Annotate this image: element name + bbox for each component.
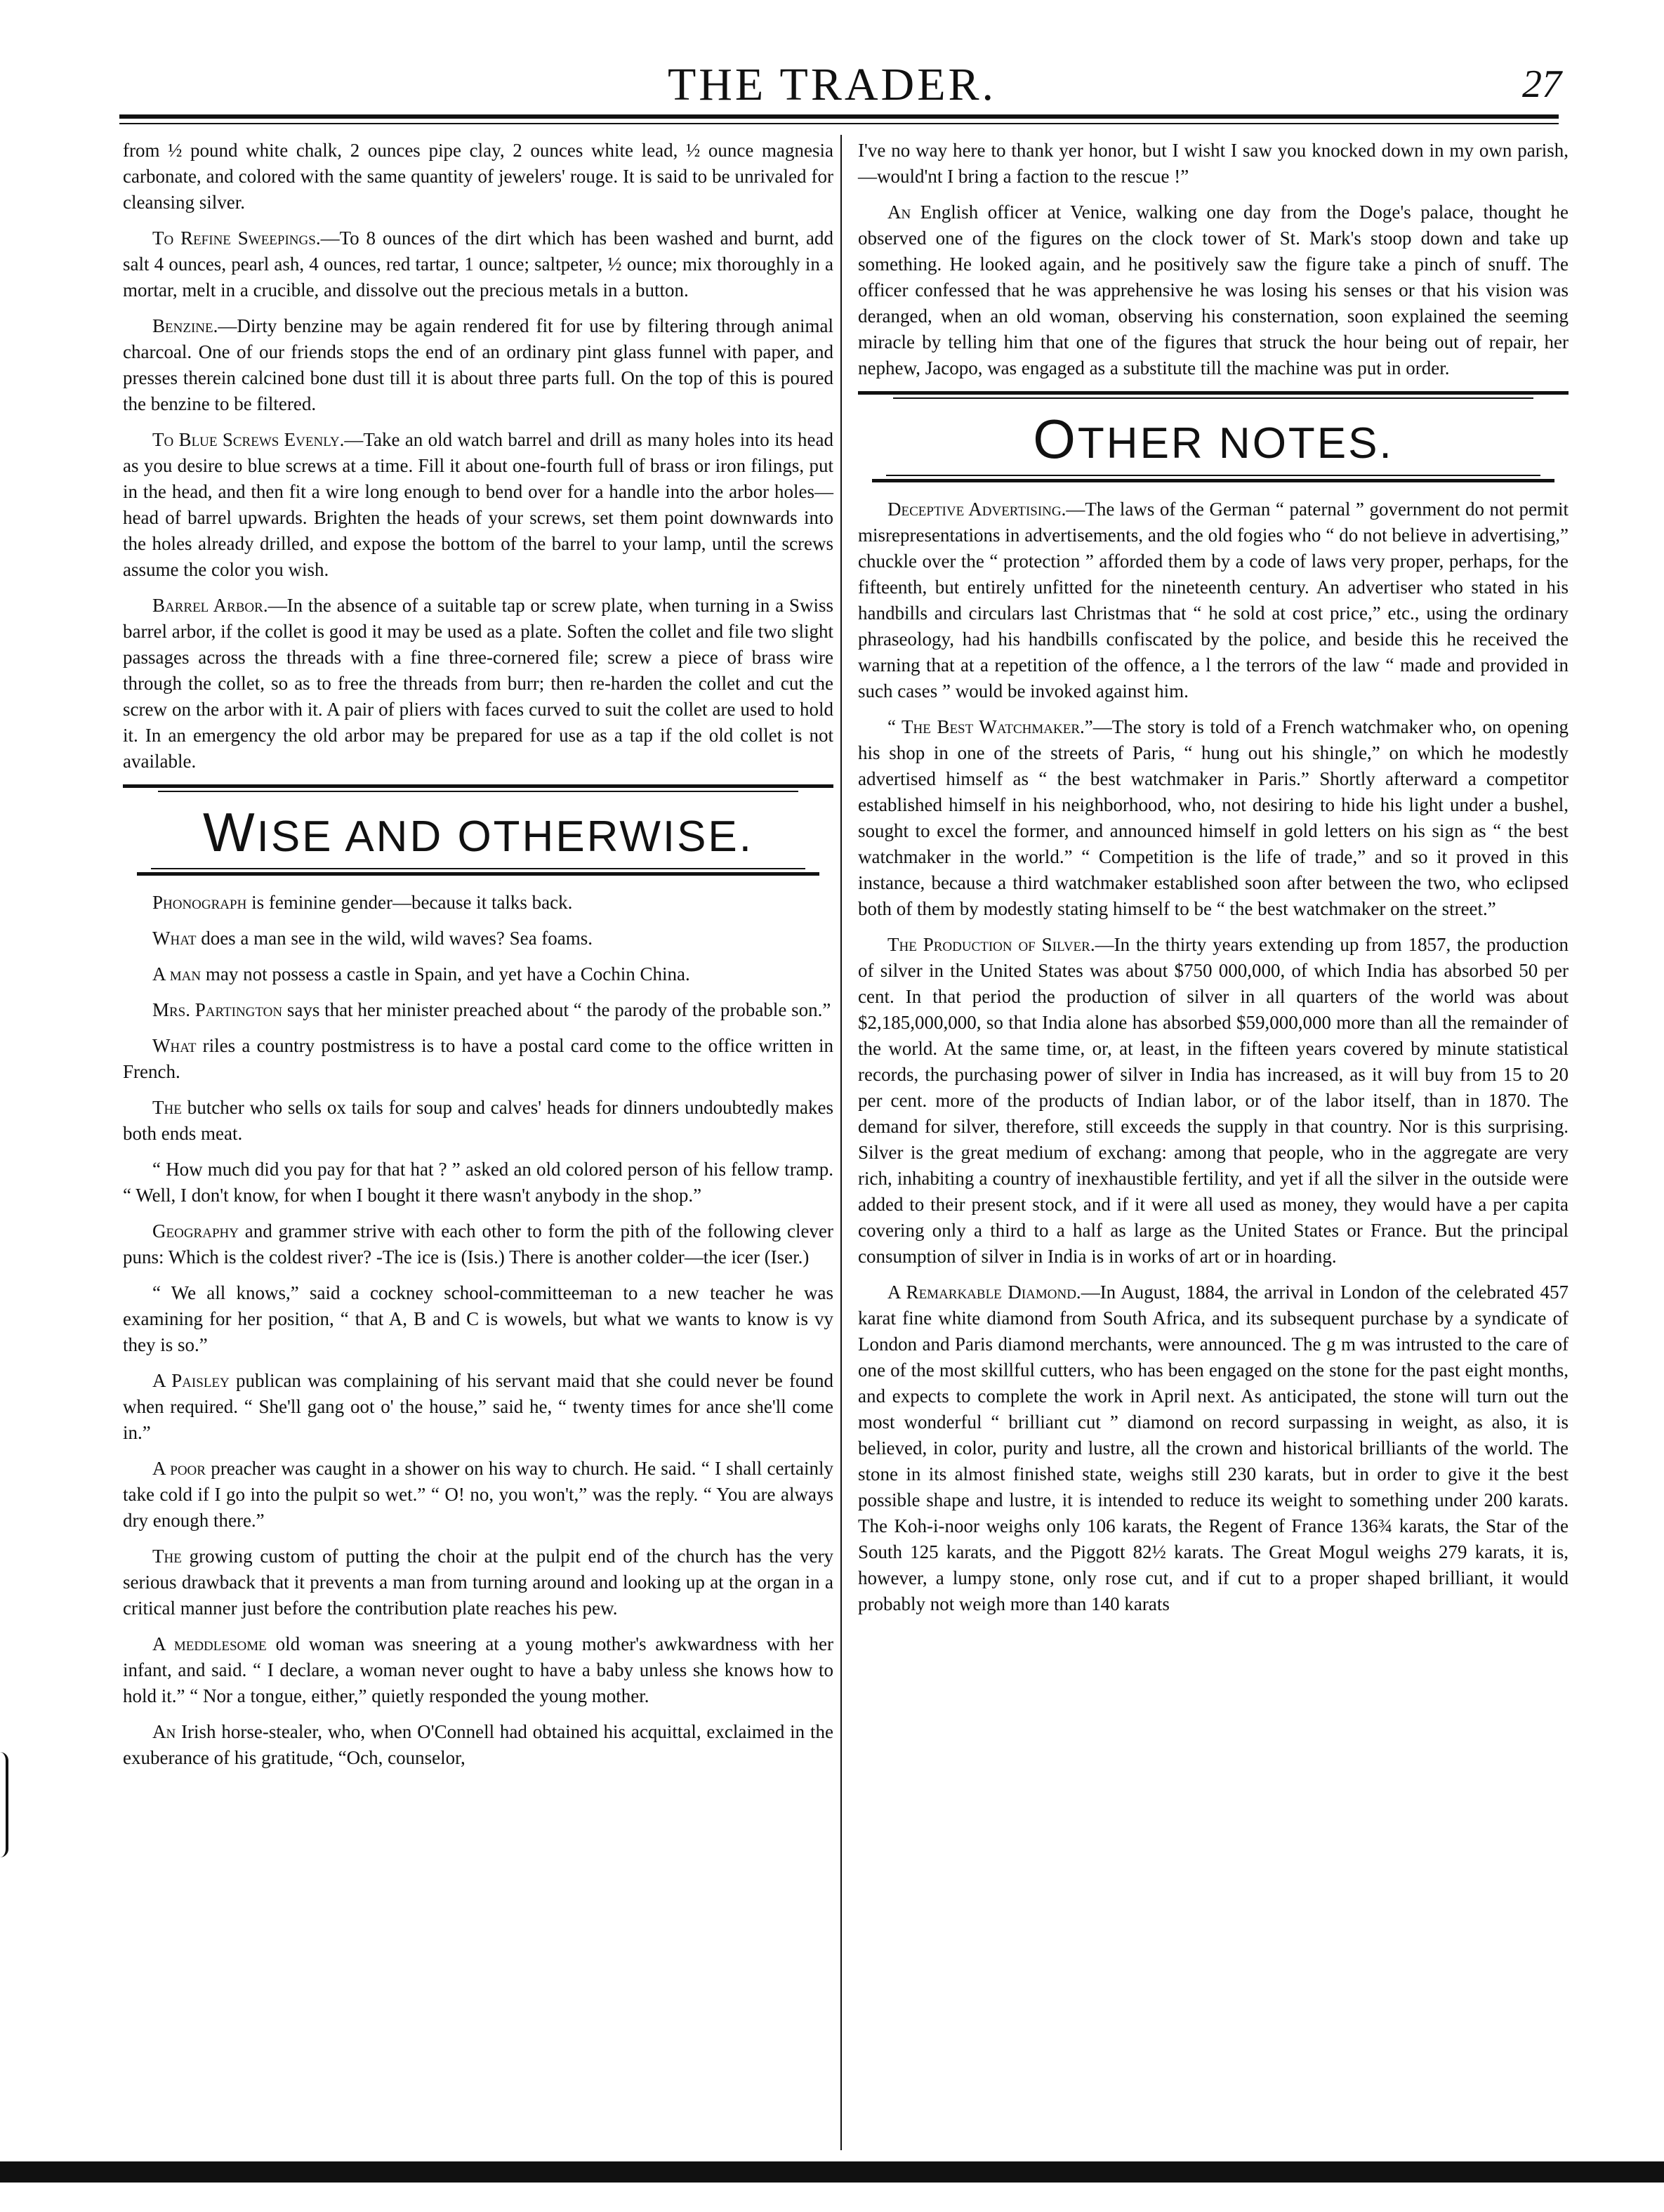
- paragraph-lead: A poor: [152, 1458, 206, 1479]
- paragraph-text: and grammer strive with each other to form the pith of the following clever puns: Which is the coldest river? -The ice is (Isis.) There is another colder—the icer (Iser.): [123, 1220, 833, 1268]
- article-paragraph: [123, 961, 833, 987]
- paragraph-lead: “ The Best Watchmaker.”: [887, 716, 1093, 737]
- paragraph-lead: To Refine Sweepings.: [152, 228, 321, 249]
- paragraph-text: “ How much did you pay for that hat ? ” asked an old colored person of his fellow tramp. “ Well, I don't know, for when I bought it there wasn't anybody in the shop.”: [123, 1159, 833, 1206]
- right-column: [858, 138, 1569, 1627]
- left-column: [123, 138, 833, 1781]
- paragraph-lead: A meddlesome: [152, 1633, 267, 1654]
- article-paragraph: [123, 1280, 833, 1358]
- page-header: [0, 0, 1664, 126]
- paragraph-text: —The laws of the German “ paternal ” government do not permit misrepresentations in advertisements, and the old fogies who “ do not believe in advertising,” chuckle over the “ protection ” afforded them by a code of laws very proper, perhaps, for the fifteenth, but entirely unfitted for the nineteenth century. An advertiser who stated in his handbills and circulars last Christmas that “ he sold at cost price,” etc., using the ordinary phraseology, had his handbills confiscated by the police, and beside this he received the warning that at a repetition of the offence, a l the terrors of the law “ made and provided in such cases ” would be invoked against him.: [858, 499, 1569, 702]
- article-paragraph: [123, 1543, 833, 1621]
- paragraph-text: —Dirty benzine may be again rendered fit for use by filtering through animal charcoal. One of our friends stops the end of an ordinary pint glass funnel with paper, and presses therein calcined bone dust till it is about three parts full. On the top of this is poured the benzine to be filtered.: [123, 315, 833, 414]
- paragraph-text: —Take an old watch barrel and drill as many holes into its head as you desire to blue screws at a time. Fill it about one-fourth full of brass or iron filings, put in the head, and then fit a wire long enough to bend over for a handle into the arbor holes—head of barrel upwards. Brighten the heads of your screws, set them point downwards into the holes already drilled, and expose the bottom of the barrel to your lamp, until the screws assume the color you wish.: [123, 429, 833, 580]
- section-header-wise-and-otherwise: [123, 784, 833, 876]
- left-bottom-articles: [123, 890, 833, 1771]
- article-paragraph: [123, 138, 833, 216]
- paragraph-text: riles a country postmistress is to have a postal card come to the office written in French.: [123, 1035, 833, 1082]
- header-rule-thin: [119, 123, 1559, 124]
- section-title: OTHER NOTES.: [1033, 408, 1394, 470]
- article-paragraph: [858, 138, 1569, 190]
- article-paragraph: [123, 313, 833, 417]
- paragraph-lead: The: [152, 1546, 182, 1567]
- article-paragraph: [858, 714, 1569, 922]
- section-title: WISE AND OTHERWISE.: [202, 801, 754, 863]
- article-paragraph: [123, 1456, 833, 1534]
- article-paragraph: [858, 199, 1569, 381]
- paragraph-lead: The: [152, 1097, 182, 1118]
- article-paragraph: [123, 1368, 833, 1446]
- page-title: THE TRADER.: [667, 59, 997, 110]
- right-bottom-articles: [858, 496, 1569, 1617]
- paragraph-text: —The story is told of a French watchmaker who, on opening his shop in one of the streets of Paris, “ hung out his shingle,” on which he modestly advertised himself as “ the best watchmaker in Paris.” Shortly afterward a competitor established himself in his neighborhood, who, not desiring to hide his light under a bushel, sought to excel the former, and announced himself in gold letters on his sign as “ the best watchmaker in the world.” “ Competition is the life of trade,” and so it proved in this instance, because a third watchmaker established soon after between the two, who eclipsed both of them by modestly stating himself to be “ the best watchmaker on the street.”: [858, 716, 1569, 919]
- paragraph-lead: A man: [152, 963, 202, 985]
- article-paragraph: [123, 1218, 833, 1270]
- article-paragraph: [123, 1095, 833, 1147]
- paragraph-text: “ We all knows,” said a cockney school-committeeman to a new teacher he was examining for her position, “ that A, B and C is wowels, but what we wants to know is vy they is so.”: [123, 1282, 833, 1355]
- article-paragraph: [123, 593, 833, 775]
- article-paragraph: [123, 926, 833, 952]
- paragraph-lead: An: [152, 1721, 176, 1742]
- paragraph-text: Irish horse-stealer, who, when O'Connell had obtained his acquittal, exclaimed in the exuberance of his gratitude, “Och, counselor,: [123, 1721, 833, 1768]
- paragraph-lead: Mrs. Partington: [152, 999, 283, 1020]
- paragraph-text: preacher was caught in a shower on his way to church. He said. “ I shall certainly take cold if I go into the pulpit so wet.” “ O! no, you won't,” was the reply. “ You are always dry enough there.”: [123, 1458, 833, 1531]
- paragraph-text: does a man see in the wild, wild waves? Sea foams.: [196, 928, 593, 949]
- article-paragraph: [123, 1631, 833, 1709]
- header-rule-thick: [119, 114, 1559, 119]
- section-header-other-notes: [858, 391, 1569, 482]
- paragraph-text: English officer at Venice, walking one day from the Doge's palace, thought he observed one of the figures on the clock tower of St. Mark's stoop down and take up something. He looked again, and he positively saw the figure take a pinch of snuff. The officer confessed that he was apprehensive he was losing his senses or that his vision was deranged, when an old woman, observing his consternation, soon explained the seeming miracle by telling him that one of the figures that struck the hour being out of repair, her nephew, Jacopo, was engaged as a substitute till the machine was put in order.: [858, 202, 1569, 378]
- paragraph-text: publican was complaining of his servant maid that she could never be found when required. “ She'll gang oot o' the house,” said he, “ twenty times for ance she'll come in.”: [123, 1370, 833, 1443]
- left-top-articles: [123, 138, 833, 775]
- paragraph-lead: Deceptive Advertising.: [887, 499, 1067, 520]
- article-paragraph: [123, 1157, 833, 1209]
- article-paragraph: [123, 1719, 833, 1771]
- paragraph-lead: What: [152, 928, 197, 949]
- page-bottom-rule: [0, 2161, 1664, 2183]
- column-divider: [840, 135, 842, 2150]
- paragraph-text: —In August, 1884, the arrival in London of the celebrated 457 karat fine white diamond from South Africa, and its subsequent purchase by a syndicate of London and Paris diamond merchants, were announced. The g m was intrusted to the care of one of the most skillful cutters, who has been engaged on the stone for the past eight months, and expects to complete the work in April next. As anticipated, the stone will turn out the most wonderful “ brilliant cut ” diamond on record surpassing in weight, as also, it is believed, in color, purity and lustre, all the crown and historical brilliants of the world. The stone in its almost finished state, weighs still 230 karats, but in order to give it the best possible shape and lustre, it is intended to reduce its weight to something under 200 karats. The Koh-i-noor weighs only 106 karats, the Regent of France 136¾ karats, the Star of the South 125 karats, and the Piggott 82½ karats. The Great Mogul weighs 279 karats, it is, however, a lumpy stone, only rose cut, and if cut to a proper shaped brilliant, it would probably not weigh more than 140 karats: [858, 1282, 1569, 1614]
- paragraph-lead: The Production of Silver.: [887, 934, 1095, 955]
- article-paragraph: [123, 225, 833, 303]
- paragraph-lead: Benzine.: [152, 315, 218, 336]
- article-paragraph: [123, 890, 833, 916]
- paragraph-lead: A Remarkable Diamond.: [887, 1282, 1081, 1303]
- article-paragraph: [858, 496, 1569, 704]
- paragraph-text: growing custom of putting the choir at the pulpit end of the church has the very serious drawback that it prevents a man from turning around and looking up at the organ in a critical manner just before the contribution plate reaches his pew.: [123, 1546, 833, 1619]
- page-number: 27: [1522, 62, 1561, 106]
- paragraph-text: —In the thirty years extending up from 1857, the production of silver in the United States was about $750 000,000, of which India has absorbed 50 per cent. In that period the production of silver in all quarters of the world was about $2,185,000,000, so that India alone has absorbed $59,000,000 more than all the remainder of the world. At the same time, or, at least, in the fifteen years covered by minute statistical records, the purchasing power of silver in India has increased, as it will buy from 15 to 20 per cent. more of the products of Indian labor, or of the labor itself, than in 1870. The demand for silver, therefore, still exceeds the supply in that country. Nor is this surprising. Silver is the great medium of exchang: among that people, who in the aggregate are very rich, inhabiting a country of inexhaustible fertility, and yet if all the silver in the outside were added to their present stock, and if it were all used as money, they would have a per capita covering only a third to a half as large as the United States or France. But the principal consumption of silver in India is in works of art or in hoarding.: [858, 934, 1569, 1267]
- paragraph-text: says that her minister preached about “ the parody of the probable son.”: [282, 999, 831, 1020]
- page-edge-mark: [0, 1752, 8, 1857]
- paragraph-text: I've no way here to thank yer honor, but I wisht I saw you knocked down in my own parish,—would'nt I bring a faction to the rescue !”: [858, 140, 1569, 187]
- paragraph-lead: To Blue Screws Evenly.: [152, 429, 345, 450]
- paragraph-lead: Geography: [152, 1220, 239, 1242]
- paragraph-text: butcher who sells ox tails for soup and calves' heads for dinners undoubtedly makes both ends meat.: [123, 1097, 833, 1144]
- article-paragraph: [123, 997, 833, 1023]
- paragraph-lead: A Paisley: [152, 1370, 230, 1391]
- paragraph-lead: Phonograph: [152, 892, 247, 913]
- paragraph-lead: What: [152, 1035, 197, 1056]
- paragraph-text: —To 8 ounces of the dirt which has been washed and burnt, add salt 4 ounces, pearl ash, 4 ounces, red tartar, 1 ounce; saltpeter, ½ ounce; mix thoroughly in a mortar, melt in a crucible, and dissolve out the precious metals in a button.: [123, 228, 833, 301]
- paragraph-text: —In the absence of a suitable tap or screw plate, when turning in a Swiss barrel arbor, if the collet is good it may be used as a plate. Soften the collet and file two slight passages across the threads with a fine three-cornered file; screw a piece of brass wire through the collet, so as to free the threads from burr; then re-harden the collet and cut the screw on the arbor with it. A pair of pliers with faces curved to suit the collet are used to hold it. In an emergency the old arbor may be prepared for use as a tap if the old collet is not available.: [123, 595, 834, 772]
- paragraph-text: may not possess a castle in Spain, and yet have a Cochin China.: [201, 963, 690, 985]
- paragraph-text: from ½ pound white chalk, 2 ounces pipe clay, 2 ounces white lead, ½ ounce magnesia carbonate, and colored with the same quantity of jewelers' rouge. It is said to be unrivaled for cleansing silver.: [123, 140, 833, 213]
- article-paragraph: [858, 1279, 1569, 1617]
- paragraph-text: is feminine gender—because it talks back.: [246, 892, 573, 913]
- article-paragraph: [123, 1033, 833, 1085]
- article-paragraph: [123, 427, 833, 583]
- article-paragraph: [858, 932, 1569, 1270]
- paragraph-text: old woman was sneering at a young mother's awkwardness with her infant, and said. “ I declare, a woman never ought to have a baby unless she knows how to hold it.” “ Nor a tongue, either,” quietly responded the young mother.: [123, 1633, 833, 1706]
- paragraph-lead: Barrel Arbor.: [152, 595, 268, 616]
- paragraph-lead: An: [887, 202, 911, 223]
- right-top-articles: [858, 138, 1569, 381]
